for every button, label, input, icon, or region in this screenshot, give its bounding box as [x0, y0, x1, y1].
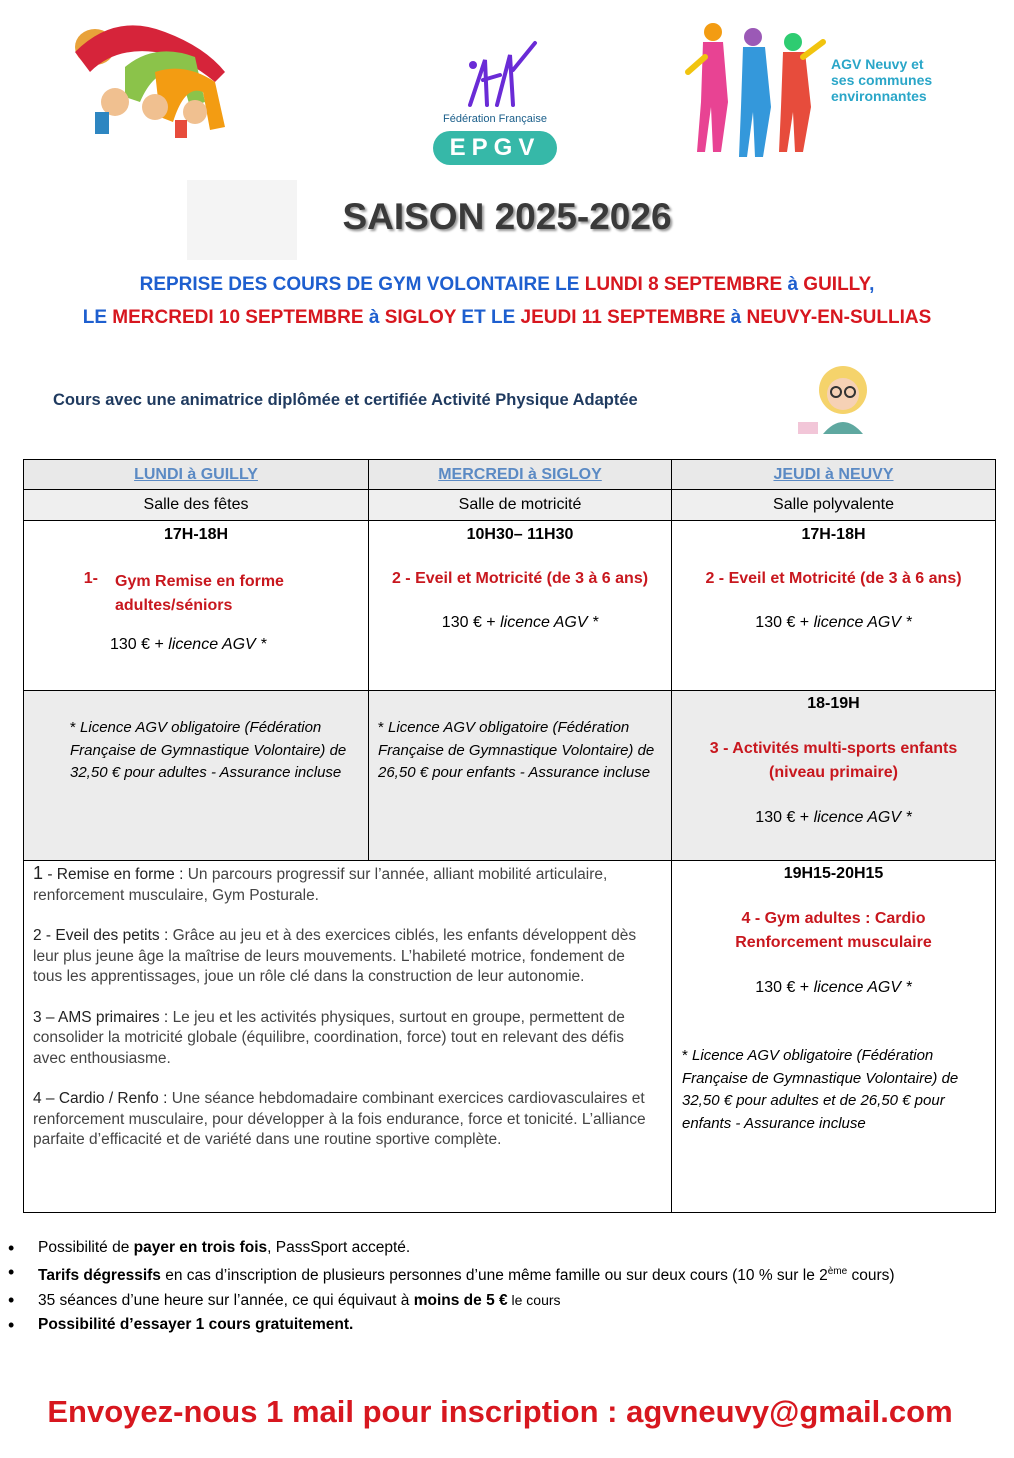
schedule-row-3	[24, 861, 996, 1213]
epgv-federation-label: Fédération Française	[443, 113, 547, 125]
dancers-icon	[683, 12, 828, 162]
reprise-line-2: LE MERCREDI 10 SEPTEMBRE à SIGLOY ET LE JEUDI 11 SEPTEMBRE à NEUVY-EN-SULLIAS	[82, 307, 932, 328]
agv-neuvy-logo	[683, 12, 943, 162]
course-descriptions-cell	[24, 861, 672, 1213]
gymnast-icon	[425, 35, 565, 115]
bullet-payment: • Possibilité de payer en trois fois, PassSport accepté.	[38, 1236, 988, 1260]
cell-monday-2	[24, 691, 369, 861]
room-monday: Salle des fêtes	[24, 490, 369, 521]
price-thursday-3: 130 € + licence AGV *	[755, 979, 912, 996]
licence-note-wednesday: * Licence AGV obligatoire (Fédération Française de Gymnastique Volontaire) de 26,50 € pour enfants - Assurance incluse	[378, 719, 655, 781]
licence-note-thursday: * Licence AGV obligatoire (Fédération Française de Gymnastique Volontaire) de 32,50 € pour adultes et de 26,50 € pour enfants - Assurance incluse	[682, 1047, 959, 1132]
cell-wednesday-1	[369, 521, 672, 691]
licence-note-monday: * Licence AGV obligatoire (Fédération Française de Gymnastique Volontaire) de 32,50 € pour adultes - Assurance incluse	[70, 719, 347, 781]
subtitle: Cours avec une animatrice diplômée et certifiée Activité Physique Adaptée	[53, 391, 638, 409]
agv-logo-text: AGV Neuvy et ses communes environnantes	[831, 56, 933, 104]
price-monday: 130 € + licence AGV *	[110, 636, 267, 653]
teacher-illustration	[793, 362, 888, 434]
schedule-header-row	[24, 460, 996, 490]
course-wednesday: 2 - Eveil et Motricité (de 3 à 6 ans)	[391, 570, 649, 587]
contact-email-line: Envoyez-nous 1 mail pour inscription : agvneuvy@gmail.com	[47, 1394, 953, 1429]
course-monday: 1- Gym Remise en forme adultes/séniors	[83, 570, 284, 614]
day-header-wednesday: MERCREDI à SIGLOY	[369, 460, 672, 490]
day-header-monday: LUNDI à GUILLY	[24, 460, 369, 490]
info-bullets	[0, 1236, 988, 1337]
cell-thursday-2	[672, 691, 996, 861]
rooms-row	[24, 490, 996, 521]
cell-monday-1	[24, 521, 369, 691]
bullet-tarifs: • Tarifs dégressifs en cas d’inscription de plusieurs personnes d’une même famille ou sur deux cours (10 % sur le 2ème cours)	[38, 1260, 988, 1288]
time-thursday-2: 18-19H	[807, 695, 860, 712]
time-wednesday: 10H30– 11H30	[466, 526, 574, 543]
time-thursday-3: 19H15-20H15	[783, 865, 884, 882]
description-3: 3 – AMS primaires : Le jeu et les activités physiques, surtout en groupe, permettent de consolider la motricité globale (équilibre, coordination, force) tout en relevant des défis avec enthousiasme.	[33, 1008, 625, 1067]
season-title: SAISON 2025-2026	[342, 196, 672, 237]
cell-thursday-1	[672, 521, 996, 691]
course-thursday-2: 3 - Activités multi-sports enfants (niveau primaire)	[709, 740, 958, 781]
schedule-row-1	[24, 521, 996, 691]
schedule-table	[23, 459, 996, 1213]
room-wednesday: Salle de motricité	[369, 490, 672, 521]
cell-wednesday-2	[369, 691, 672, 861]
price-wednesday: 130 € + licence AGV *	[441, 614, 599, 631]
bullet-essai: • Possibilité d’essayer 1 cours gratuitement.	[38, 1313, 988, 1337]
course-thursday-3: 4 - Gym adultes : Cardio Renforcement musculaire	[735, 910, 932, 951]
reprise-line-1: REPRISE DES COURS DE GYM VOLONTAIRE LE LUNDI 8 SEPTEMBRE à GUILLY,	[139, 274, 875, 295]
course-descriptions	[33, 863, 657, 1151]
bullet-seances: • 35 séances d’une heure sur l’année, ce qui équivaut à moins de 5 € le cours	[38, 1288, 988, 1313]
time-thursday-1: 17H-18H	[801, 526, 866, 543]
day-header-thursday: JEUDI à NEUVY	[672, 460, 996, 490]
time-monday: 17H-18H	[163, 526, 229, 543]
kids-gymnastics-photo	[55, 12, 245, 142]
schedule-row-2	[24, 691, 996, 861]
cell-thursday-3	[672, 861, 996, 1213]
description-1: 1 - Remise en forme : Un parcours progressif sur l’année, alliant mobilité articulaire, renforcement musculaire, Gym Posturale.	[33, 863, 608, 904]
description-4: 4 – Cardio / Renfo : Une séance hebdomadaire combinant exercices cardiovasculaires et renforcement musculaire, pour développer à la fois endurance, force et tonicité. L’alliance parfaite d’efficacité et de variété dans une routine sportive complète.	[33, 1090, 646, 1148]
epgv-logo	[425, 35, 565, 170]
price-thursday-2: 130 € + licence AGV *	[755, 809, 912, 826]
room-thursday: Salle polyvalente	[672, 490, 996, 521]
course-thursday-1: 2 - Eveil et Motricité (de 3 à 6 ans)	[705, 570, 962, 587]
description-2: 2 - Eveil des petits : Grâce au jeu et à des exercices ciblés, les enfants développent dès leur plus jeune âge la maîtrise de leurs mouvements. L’habileté motrice, fondement de tous les apprentissages, joue un rôle clé dans la construction de leur autonomie.	[33, 927, 637, 985]
price-thursday-1: 130 € + licence AGV *	[755, 614, 912, 631]
epgv-acronym: EPGV	[433, 131, 557, 165]
